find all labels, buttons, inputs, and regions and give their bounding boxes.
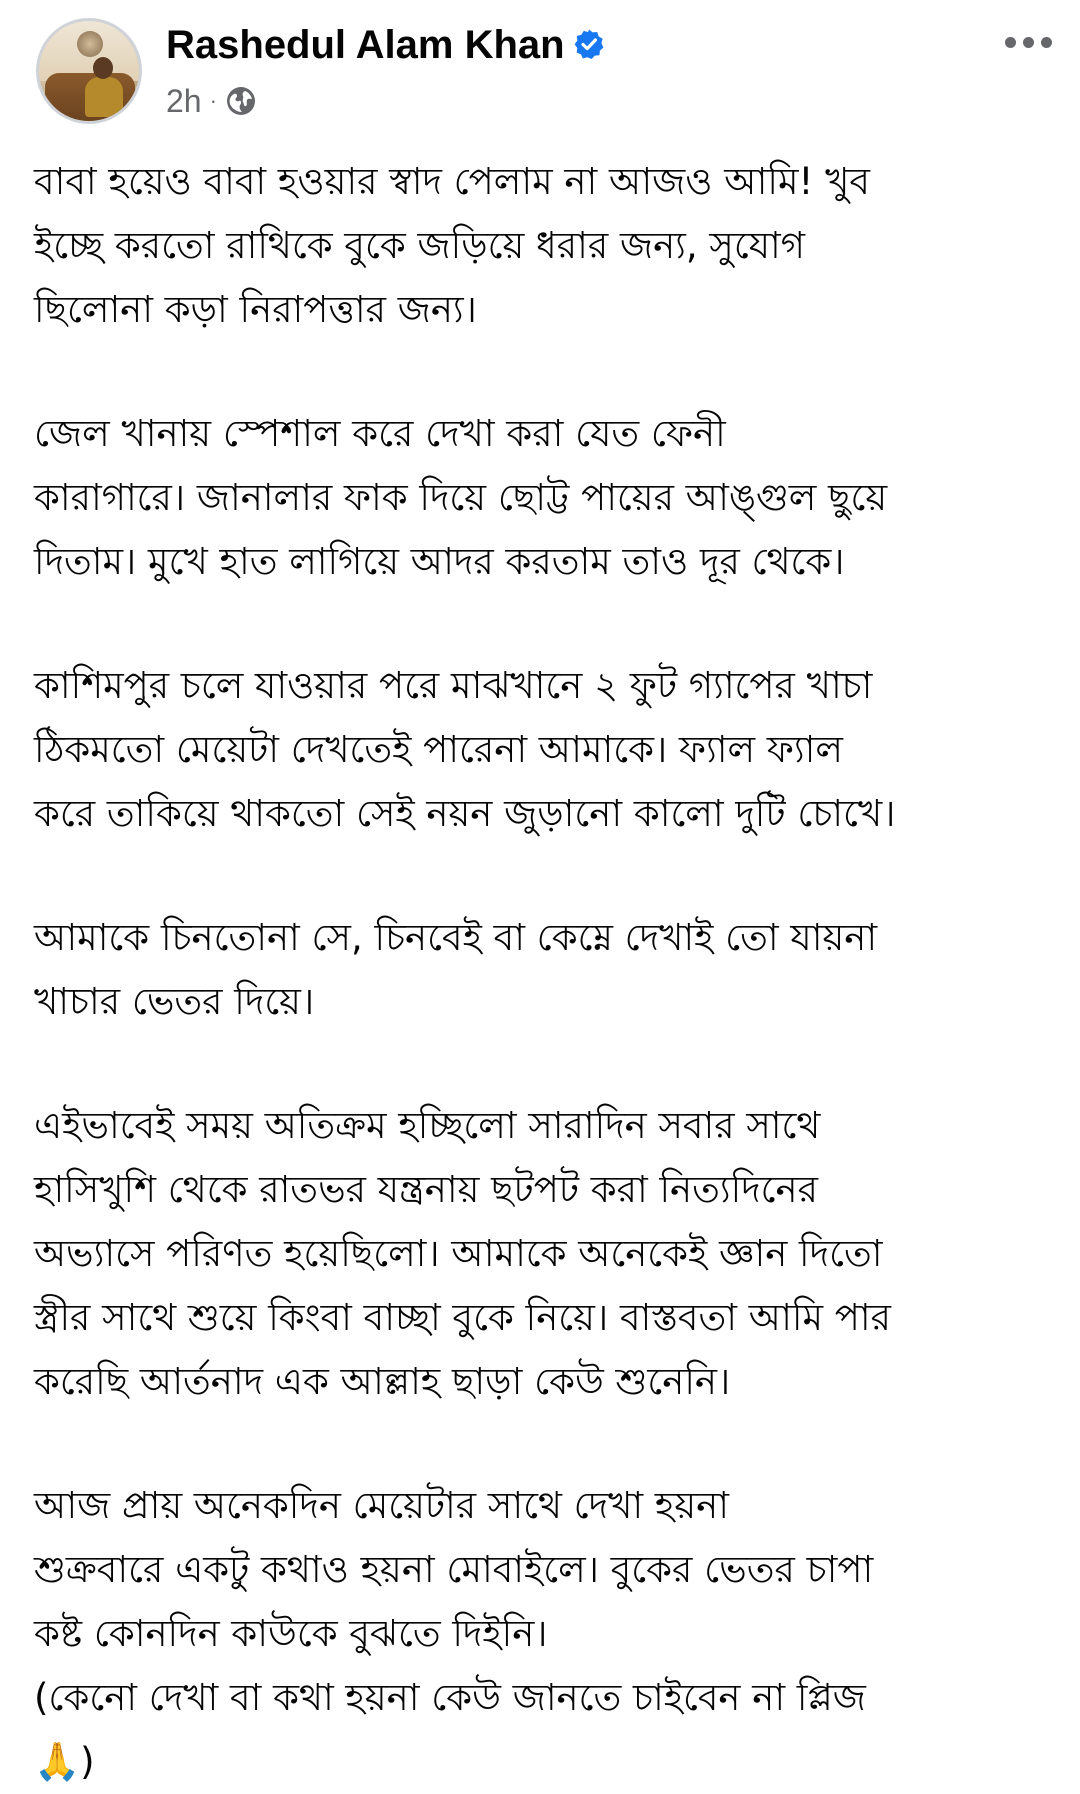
post-paragraph: আজ প্রায় অনেকদিন মেয়েটার সাথে দেখা হয়না শুক্রবারে একটু কথাও হয়না মোবাইলে। বুকের ভেতর চাপা কষ্ট কোনদিন কাউকে বুঝতে দিইনি। (কেনো দেখা বা কথা হয়না কেউ জানতে চাইবেন না প্লিজ 🙏) (34, 1484, 874, 1783)
avatar-person-body (85, 77, 123, 117)
more-options-button[interactable] (998, 24, 1058, 60)
post-paragraph: আমাকে চিনতোনা সে, চিনবেই বা কেম্নে দেখাই তো যায়না খাচার ভেতর দিয়ে। (34, 916, 878, 1023)
author-name-row (166, 22, 605, 68)
more-options-icon-dot (1023, 37, 1034, 48)
post-paragraph: বাবা হয়েও বাবা হওয়ার স্বাদ পেলাম না আজও আমি! খুব ইচ্ছে করতো রাথিকে বুকে জড়িয়ে ধরার জন্য, সুযোগ ছিলোনা কড়া নিরাপত্তার জন্য। (34, 160, 871, 331)
post-paragraph: জেল খানায় স্পেশাল করে দেখা করা যেত ফেনী কারাগারে। জানালার ফাক দিয়ে ছোট্ট পায়ের আঙ্গুল ছুয়ে দিতাম। মুখে হাত লাগিয়ে আদর করতাম তাও দূর থেকে। (34, 412, 888, 583)
avatar-person-head (93, 57, 113, 79)
author-name[interactable]: Rashedul Alam Khan (166, 23, 565, 67)
post-paragraph: কাশিমপুর চলে যাওয়ার পরে মাঝখানে ২ ফুট গ্যাপের খাচা ঠিকমতো মেয়েটা দেখতেই পারেনা আমাকে। ফ্যাল ফ্যাল করে তাকিয়ে থাকতো সেই নয়ন জুড়ানো কালো দুটি চোখে। (34, 664, 896, 835)
more-options-icon (1005, 37, 1016, 48)
post-time[interactable]: 2h (166, 82, 202, 119)
post-meta (166, 82, 257, 120)
globe-icon[interactable] (225, 85, 257, 117)
avatar[interactable] (36, 18, 142, 124)
meta-separator: · (209, 88, 217, 113)
verified-badge-icon (573, 28, 605, 60)
avatar-wall-decor (77, 31, 103, 57)
post-header (0, 0, 1080, 140)
post-paragraph: এইভাবেই সময় অতিক্রম হচ্ছিলো সারাদিন সবার সাথে হাসিখুশি থেকে রাতভর যন্ত্রনায় ছটপট করা নিত্যদিনের অভ্যাসে পরিণত হয়েছিলো। আমাকে অনেকেই জ্ঞান দিতো স্ত্রীর সাথে শুয়ে কিংবা বাচ্ছা বুকে নিয়ে। বাস্তবতা আমি পার করেছি আর্তনাদ এক আল্লাহ ছাড়া কেউ শুনেনি। (34, 1104, 891, 1403)
post-text (34, 150, 1054, 1794)
more-options-icon-dot (1041, 37, 1052, 48)
